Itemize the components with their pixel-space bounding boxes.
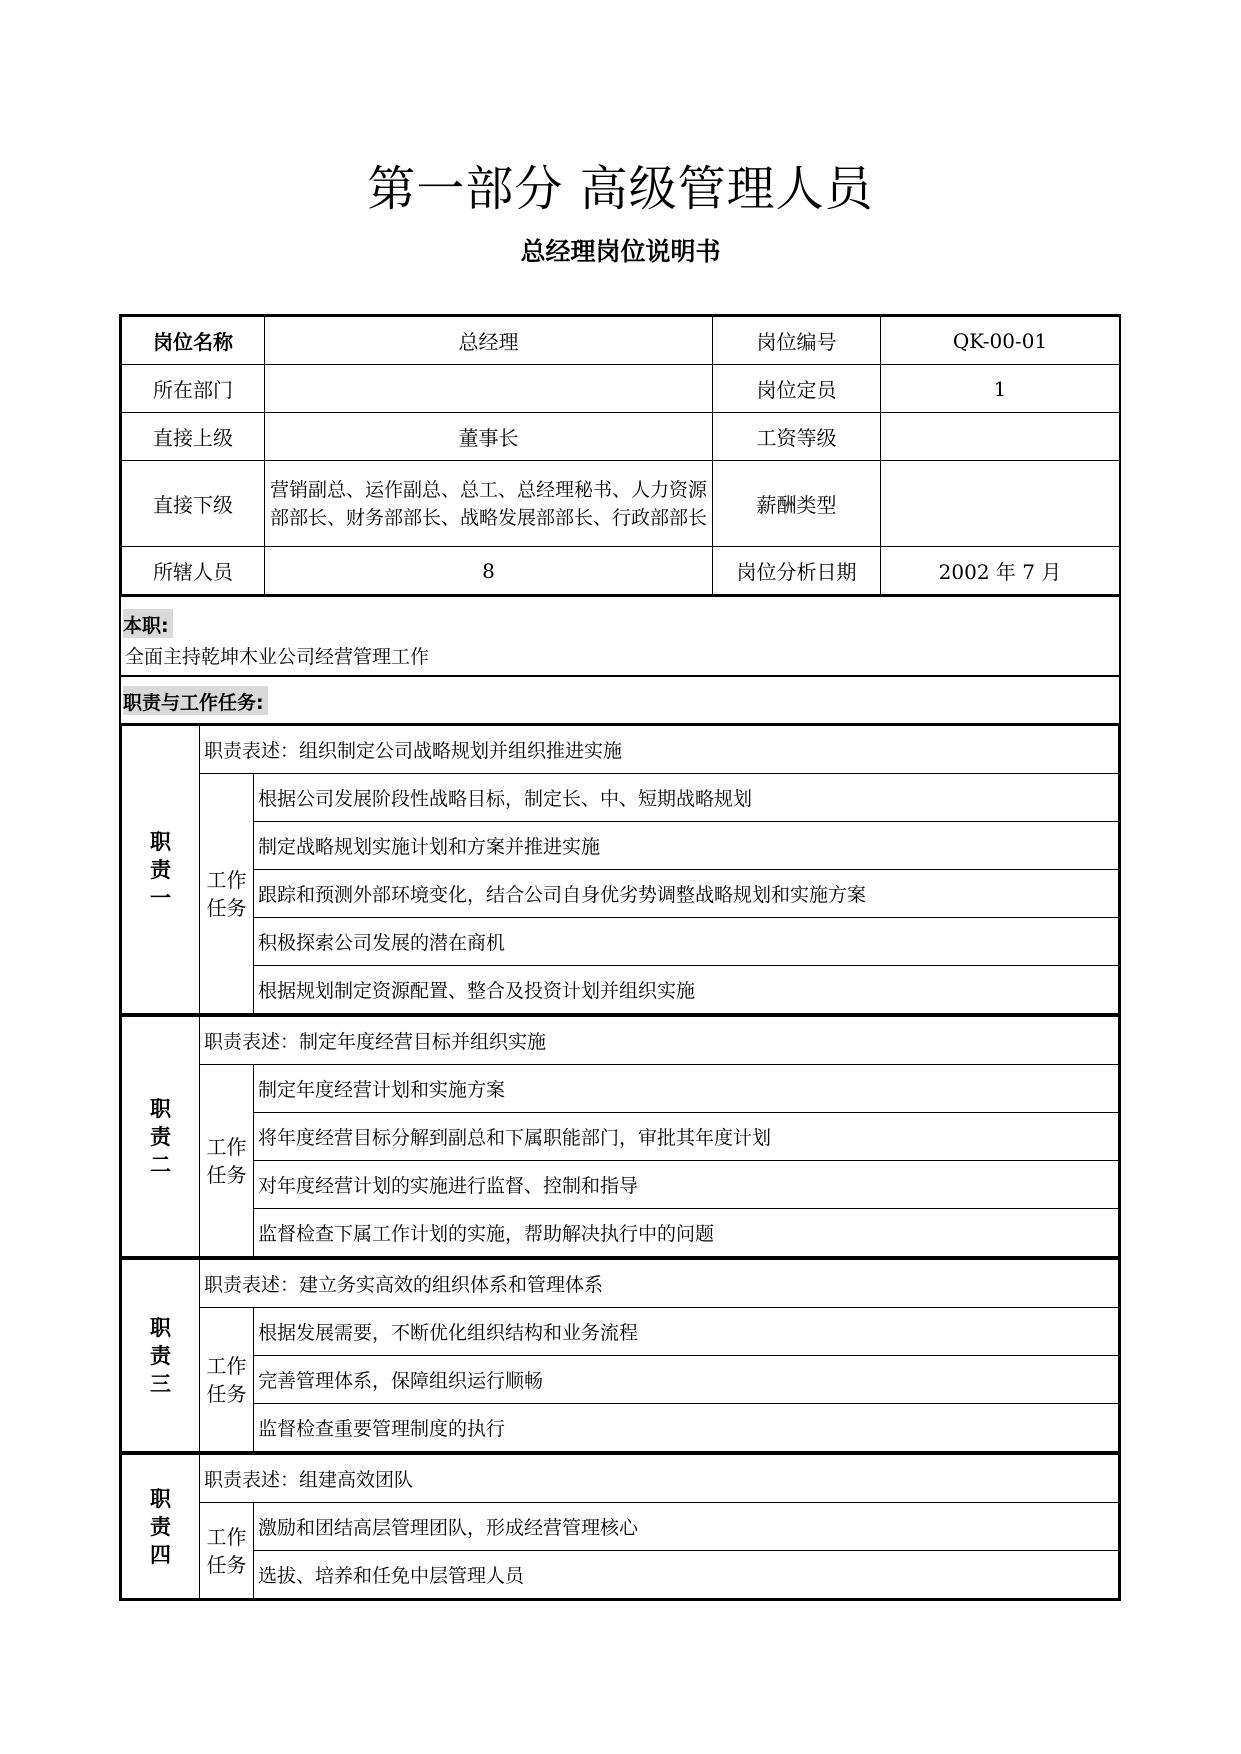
duty-table — [121, 725, 1119, 1014]
task-item: 积极探索公司发展的潜在商机 — [254, 918, 1119, 966]
task-item: 激励和团结高层管理团队，形成经营管理核心 — [254, 1503, 1119, 1551]
label-position-code: 岗位编号 — [713, 317, 881, 365]
value-headcount: 1 — [881, 365, 1120, 413]
duty-table — [121, 1016, 1119, 1257]
duty-statement: 职责表述：制定年度经营目标并组织实施 — [200, 1017, 1119, 1065]
duty-number: 职 责 三 — [122, 1260, 200, 1452]
work-task-label: 工作 任务 — [200, 774, 254, 1014]
label-position-name: 岗位名称 — [122, 317, 265, 365]
duty-number: 职 责 一 — [122, 726, 200, 1014]
task-item: 将年度经营目标分解到副总和下属职能部门，审批其年度计划 — [254, 1113, 1119, 1161]
duties-label: 职责与工作任务: — [123, 686, 268, 715]
position-info-table — [121, 316, 1120, 595]
task-item: 制定战略规划实施计划和方案并推进实施 — [254, 822, 1119, 870]
duty-block — [121, 723, 1119, 1014]
task-item: 根据公司发展阶段性战略目标，制定长、中、短期战略规划 — [254, 774, 1119, 822]
summary-section — [121, 595, 1119, 675]
label-pay-type: 薪酬类型 — [713, 461, 881, 547]
summary-text: 全面主持乾坤木业公司经营管理工作 — [125, 646, 430, 668]
task-item: 跟踪和预测外部环境变化，结合公司自身优劣势调整战略规划和实施方案 — [254, 870, 1119, 918]
task-item: 根据规划制定资源配置、整合及投资计划并组织实施 — [254, 966, 1119, 1014]
task-item: 根据发展需要，不断优化组织结构和业务流程 — [254, 1308, 1119, 1356]
duty-statement: 职责表述：组建高效团队 — [200, 1455, 1119, 1503]
work-task-label: 工作 任务 — [200, 1503, 254, 1599]
task-item: 制定年度经营计划和实施方案 — [254, 1065, 1119, 1113]
duty-number: 职 责 二 — [122, 1017, 200, 1257]
label-direct-superior: 直接上级 — [122, 413, 265, 461]
value-staff-managed: 8 — [265, 547, 713, 595]
value-position-name: 总经理 — [265, 317, 713, 365]
value-analysis-date: 2002 年 7 月 — [881, 547, 1120, 595]
duty-block — [121, 1014, 1119, 1257]
task-item: 对年度经营计划的实施进行监督、控制和指导 — [254, 1161, 1119, 1209]
value-direct-subordinates: 营销副总、运作副总、总工、总经理秘书、人力资源部部长、财务部部长、战略发展部部长、行政部部长 — [265, 461, 713, 547]
document-title: 总经理岗位说明书 — [520, 237, 721, 266]
value-pay-type — [881, 461, 1120, 547]
label-staff-managed: 所辖人员 — [122, 547, 265, 595]
duty-block — [121, 1257, 1119, 1452]
value-position-code: QK-00-01 — [881, 317, 1120, 365]
label-analysis-date: 岗位分析日期 — [713, 547, 881, 595]
label-direct-subordinates: 直接下级 — [122, 461, 265, 547]
duty-table — [121, 1259, 1119, 1452]
task-item: 监督检查下属工作计划的实施，帮助解决执行中的问题 — [254, 1209, 1119, 1257]
label-department: 所在部门 — [122, 365, 265, 413]
work-task-label: 工作 任务 — [200, 1065, 254, 1257]
duty-table — [121, 1454, 1119, 1599]
page-title: 第一部分 高级管理人员 — [367, 161, 874, 217]
label-salary-grade: 工资等级 — [713, 413, 881, 461]
work-task-label: 工作 任务 — [200, 1308, 254, 1452]
task-item: 完善管理体系，保障组织运行顺畅 — [254, 1356, 1119, 1404]
summary-label: 本职: — [123, 609, 173, 638]
label-headcount: 岗位定员 — [713, 365, 881, 413]
task-item: 选拔、培养和任免中层管理人员 — [254, 1551, 1119, 1599]
duty-statement: 职责表述：建立务实高效的组织体系和管理体系 — [200, 1260, 1119, 1308]
duties-container — [121, 723, 1119, 1599]
duty-number: 职 责 四 — [122, 1455, 200, 1599]
value-department — [265, 365, 713, 413]
task-item: 监督检查重要管理制度的执行 — [254, 1404, 1119, 1452]
duties-section-header — [121, 675, 1119, 723]
value-direct-superior: 董事长 — [265, 413, 713, 461]
duty-block — [121, 1452, 1119, 1599]
value-salary-grade — [881, 413, 1120, 461]
job-description-sheet — [119, 314, 1121, 1601]
duty-statement: 职责表述：组织制定公司战略规划并组织推进实施 — [200, 726, 1119, 774]
